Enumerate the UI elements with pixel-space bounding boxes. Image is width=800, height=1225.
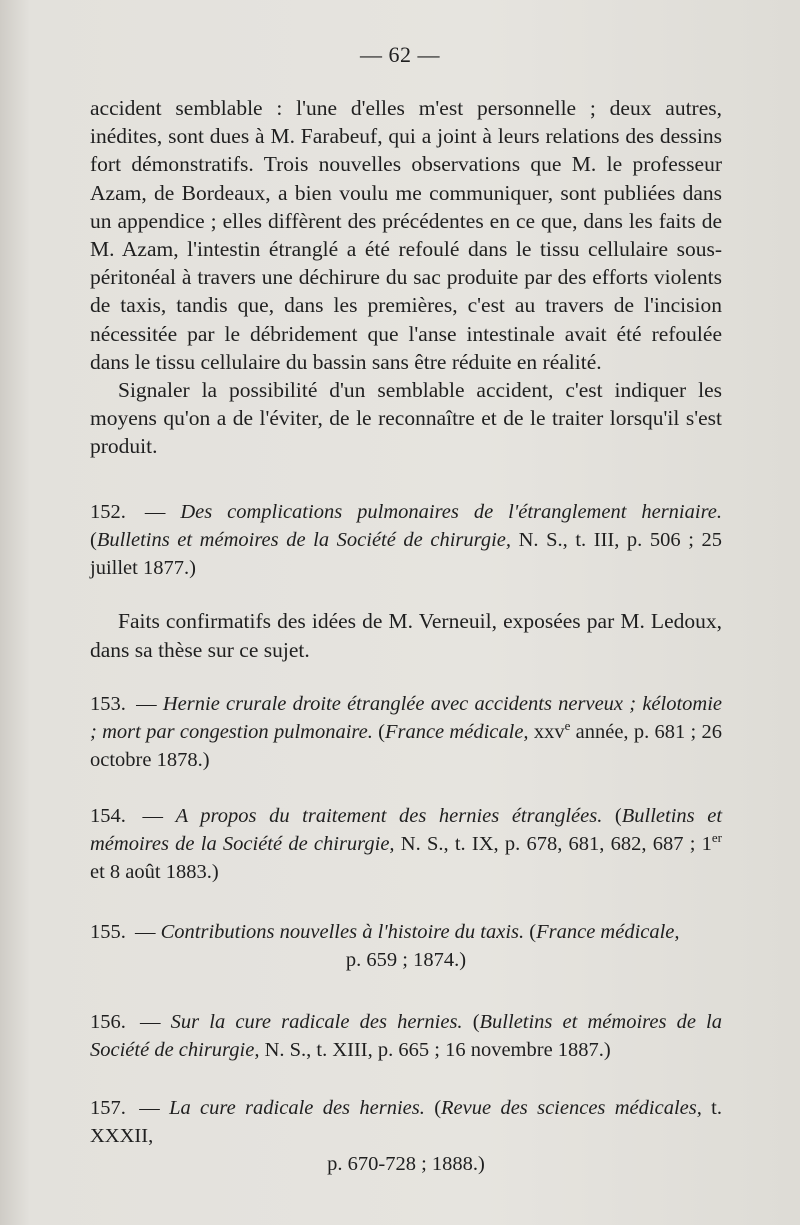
entry-ref-superscript: er: [711, 830, 722, 846]
entry-dash: —: [140, 1011, 161, 1033]
faits-paragraph: Faits confirmatifs des idées de M. Verneuil, exposées par M. Ledoux, dans sa thèse sur ce sujet.: [90, 609, 722, 662]
entry-ref-volume: t. XXXII,: [90, 1097, 723, 1147]
entry-ref-journal: France médicale,: [384, 721, 529, 743]
entry-dash: —: [139, 1097, 160, 1119]
entry-ref-journal: Revue des sciences médicales,: [441, 1097, 702, 1119]
intro-text: [90, 94, 722, 461]
entry-title: Des complications pulmonaires de l'étranglement herniaire.: [180, 501, 723, 523]
entry-ref-details: N. S., t. XIII, p. 665 ; 16 novembre 1887.): [259, 1039, 611, 1061]
entry-number: 153.: [90, 693, 126, 715]
bibliography-entry-153: [90, 690, 722, 774]
intro-paragraph-2: Signaler la possibilité d'un semblable accident, c'est indiquer les moyens qu'on a de l'éviter, de le reconnaître et de le traiter lorsqu'il s'est produit.: [90, 378, 722, 459]
entry-ref-pages: N. S., t. IX, p. 678, 681, 682, 687 ; 1: [394, 833, 712, 855]
entry-ref-details: et 8 août 1883.): [90, 861, 219, 883]
bibliography-entry-154: [90, 802, 722, 886]
entry-ref-open: (: [90, 529, 97, 551]
entry-title: A propos du traitement des hernies étranglées.: [175, 805, 603, 827]
entry-dash: —: [144, 501, 166, 523]
entry-title: La cure radicale des hernies.: [169, 1097, 425, 1119]
entry-ref-journal: Bulletins et mémoires de la Société de chirurgie,: [96, 529, 512, 551]
bibliography-entry-152: [90, 498, 722, 582]
entry-ref-journal: Bulletins et mémoires de la Société de chirurgie,: [90, 805, 723, 855]
entry-number: 157.: [90, 1097, 126, 1119]
entry-number: 152.: [90, 501, 126, 523]
entry-ref-details: année, p. 681 ; 26 octobre 1878.): [90, 721, 722, 771]
page-number: — 62 —: [360, 42, 440, 67]
entry-dash: —: [142, 805, 163, 827]
entry-dash: —: [135, 921, 156, 943]
entry-dash: —: [136, 693, 157, 715]
entry-ref-open: (: [524, 921, 537, 943]
entry-number: 156.: [90, 1011, 126, 1033]
entry-title: Hernie crurale droite étranglée avec accidents nerveux ; kélotomie ; mort par congestion pulmonaire.: [90, 693, 723, 743]
entry-ref-open: (: [602, 805, 622, 827]
entry-number: 154.: [90, 805, 126, 827]
entry-ref-open: (: [462, 1011, 480, 1033]
entry-ref-journal: Bulletins et mémoires de la Société de chirurgie,: [90, 1011, 723, 1061]
entry-ref-open: (: [424, 1097, 442, 1119]
intro-paragraph-1: accident semblable : l'une d'elles m'est personnelle ; deux autres, inédites, sont dues à M. Farabeuf, qui a joint à leurs relations des dessins fort démonstratifs. Trois nouvelles observations que M. le professeur Azam, de Bordeaux, a bien voulu me communiquer, sont publiées dans un appendice ; elles diffèrent des précédentes en ce que, dans les faits de M. Azam, l'intestin étranglé a été refoulé dans le tissu cellulaire sous-péritonéal à travers une déchirure du sac produite par des efforts violents de taxis, tandis que, dans les premières, c'est au travers de l'incision nécessitée par le débridement que l'anse intestinale avait été refoulée dans le tissu cellulaire du bassin sans être réduite en réalité.: [90, 96, 722, 374]
entry-ref-superscript: e: [564, 718, 571, 734]
entry-ref-details: p. 670-728 ; 1888.): [327, 1153, 485, 1175]
bibliography-entry-157: [90, 1094, 722, 1178]
entry-title: Sur la cure radicale des hernies.: [170, 1011, 463, 1033]
bibliography-entry-156: [90, 1008, 722, 1064]
entry-ref-volume: xxv: [528, 721, 565, 743]
entry-ref-journal: France médicale,: [536, 921, 680, 943]
entry-ref-open: (: [372, 721, 385, 743]
entry-ref-details: p. 659 ; 1874.): [345, 949, 467, 971]
entry-title: Contributions nouvelles à l'histoire du taxis.: [160, 921, 525, 943]
entry-number: 155.: [90, 921, 126, 943]
entry-ref-details: N. S., t. III, p. 506 ; 25 juillet 1877.): [90, 529, 722, 579]
bibliography-entry-155: [90, 918, 722, 974]
